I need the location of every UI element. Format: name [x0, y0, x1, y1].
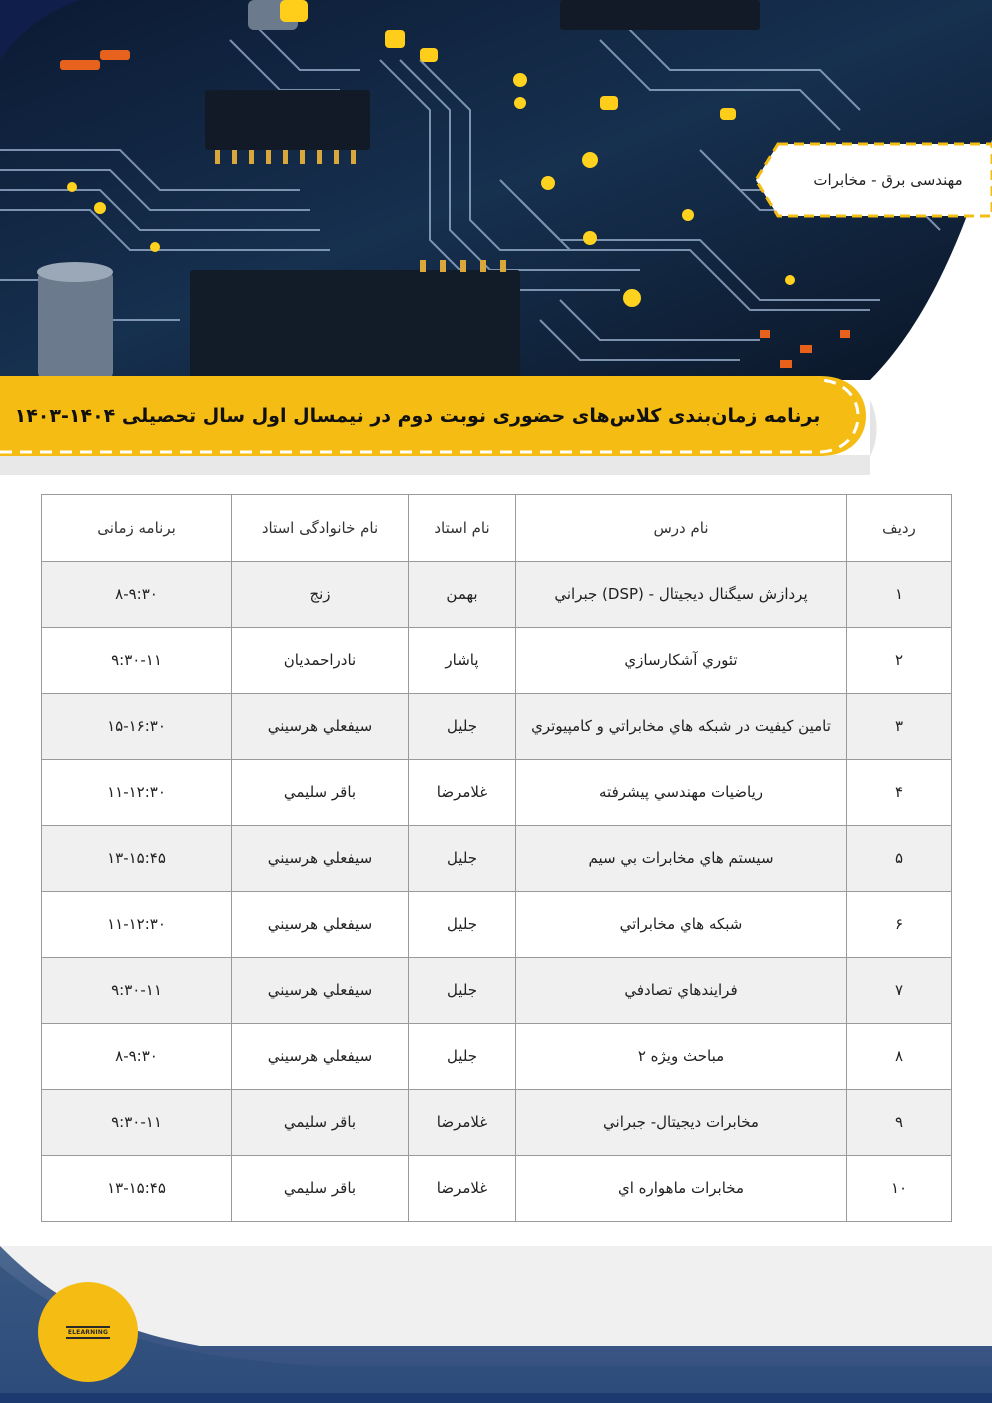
footer-wave-decoration	[0, 1246, 992, 1403]
cell-instructor-family: باقر سليمي	[232, 1090, 409, 1156]
table-header-row	[42, 495, 952, 562]
logo-text: ELEARNING	[67, 1328, 109, 1336]
cell-instructor-name: جليل	[409, 694, 516, 760]
cell-instructor-name: غلامرضا	[409, 1090, 516, 1156]
cell-row-number: ۲	[847, 628, 952, 694]
cell-course-name: شبكه هاي مخابراتي	[516, 892, 847, 958]
cell-row-number: ۹	[847, 1090, 952, 1156]
cell-course-name: رياضيات مهندسي پيشرفته	[516, 760, 847, 826]
header-instructor-family: نام خانوادگی استاد	[232, 495, 409, 562]
cell-instructor-name: جليل	[409, 892, 516, 958]
cell-schedule: ۹:۳۰-۱۱	[42, 628, 232, 694]
cell-instructor-name: جليل	[409, 826, 516, 892]
cell-instructor-family: نادراحمديان	[232, 628, 409, 694]
cell-course-name: مخابرات ماهواره اي	[516, 1156, 847, 1222]
table-row	[42, 760, 952, 826]
bottom-strip	[0, 1393, 992, 1403]
cell-row-number: ۸	[847, 1024, 952, 1090]
cell-instructor-name: غلامرضا	[409, 760, 516, 826]
table-row	[42, 1156, 952, 1222]
schedule-table-wrapper	[41, 494, 951, 1222]
header-course-name: نام درس	[516, 495, 847, 562]
cell-instructor-family: زنج	[232, 562, 409, 628]
cell-row-number: ۶	[847, 892, 952, 958]
cell-course-name: تامين كيفيت در شبكه هاي مخابراتي و كامپيوتري	[516, 694, 847, 760]
cell-row-number: ۵	[847, 826, 952, 892]
cell-schedule: ۹:۳۰-۱۱	[42, 958, 232, 1024]
cell-instructor-name: غلامرضا	[409, 1156, 516, 1222]
schedule-table	[41, 494, 952, 1222]
footer	[0, 1246, 992, 1403]
cell-schedule: ۱۳-۱۵:۴۵	[42, 1156, 232, 1222]
cell-course-name: مخابرات ديجيتال- جبراني	[516, 1090, 847, 1156]
cell-course-name: تئوري آشكارسازي	[516, 628, 847, 694]
cell-instructor-family: باقر سليمي	[232, 1156, 409, 1222]
logo-rule	[66, 1337, 110, 1339]
header-schedule: برنامه زمانی	[42, 495, 232, 562]
cell-schedule: ۱۱-۱۲:۳۰	[42, 760, 232, 826]
cell-schedule: ۸-۹:۳۰	[42, 562, 232, 628]
cell-row-number: ۴	[847, 760, 952, 826]
cell-instructor-name: بهمن	[409, 562, 516, 628]
table-row	[42, 826, 952, 892]
cell-course-name: فرايندهاي تصادفي	[516, 958, 847, 1024]
table-row	[42, 694, 952, 760]
cell-row-number: ۱	[847, 562, 952, 628]
cell-instructor-family: سيفعلي هرسيني	[232, 892, 409, 958]
cell-instructor-family: سيفعلي هرسيني	[232, 1024, 409, 1090]
table-row	[42, 1024, 952, 1090]
table-row	[42, 892, 952, 958]
cell-instructor-name: پاشار	[409, 628, 516, 694]
cell-instructor-family: سيفعلي هرسيني	[232, 694, 409, 760]
title-banner	[0, 372, 870, 460]
cell-schedule: ۱۳-۱۵:۴۵	[42, 826, 232, 892]
cell-schedule: ۹:۳۰-۱۱	[42, 1090, 232, 1156]
cell-schedule: ۸-۹:۳۰	[42, 1024, 232, 1090]
cell-schedule: ۱۵-۱۶:۳۰	[42, 694, 232, 760]
cell-instructor-name: جليل	[409, 958, 516, 1024]
cell-course-name: پردازش سیگنال دیجیتال - (DSP) جبراني	[516, 562, 847, 628]
cell-row-number: ۷	[847, 958, 952, 1024]
hero-header	[0, 0, 992, 480]
cell-row-number: ۱۰	[847, 1156, 952, 1222]
cell-instructor-family: سيفعلي هرسيني	[232, 826, 409, 892]
table-row	[42, 562, 952, 628]
cell-instructor-family: سيفعلي هرسيني	[232, 958, 409, 1024]
cell-course-name: سيستم هاي مخابرات بي سيم	[516, 826, 847, 892]
cell-schedule: ۱۱-۱۲:۳۰	[42, 892, 232, 958]
header-instructor-name: نام استاد	[409, 495, 516, 562]
cell-instructor-family: باقر سليمي	[232, 760, 409, 826]
cell-row-number: ۳	[847, 694, 952, 760]
logo-rule	[66, 1326, 110, 1328]
table-row	[42, 1090, 952, 1156]
department-label: مهندسی برق - مخابرات	[813, 171, 963, 189]
table-row	[42, 628, 952, 694]
cell-instructor-name: جليل	[409, 1024, 516, 1090]
elearning-logo	[38, 1282, 138, 1382]
page-title: برنامه زمان‌بندی کلاس‌های حضوری نوبت دوم در نیمسال اول سال تحصیلی ۱۴۰۴-۱۴۰۳	[14, 405, 821, 427]
department-tag	[750, 142, 992, 218]
cell-course-name: مباحث ويژه ۲	[516, 1024, 847, 1090]
table-row	[42, 958, 952, 1024]
header-row-number: ردیف	[847, 495, 952, 562]
